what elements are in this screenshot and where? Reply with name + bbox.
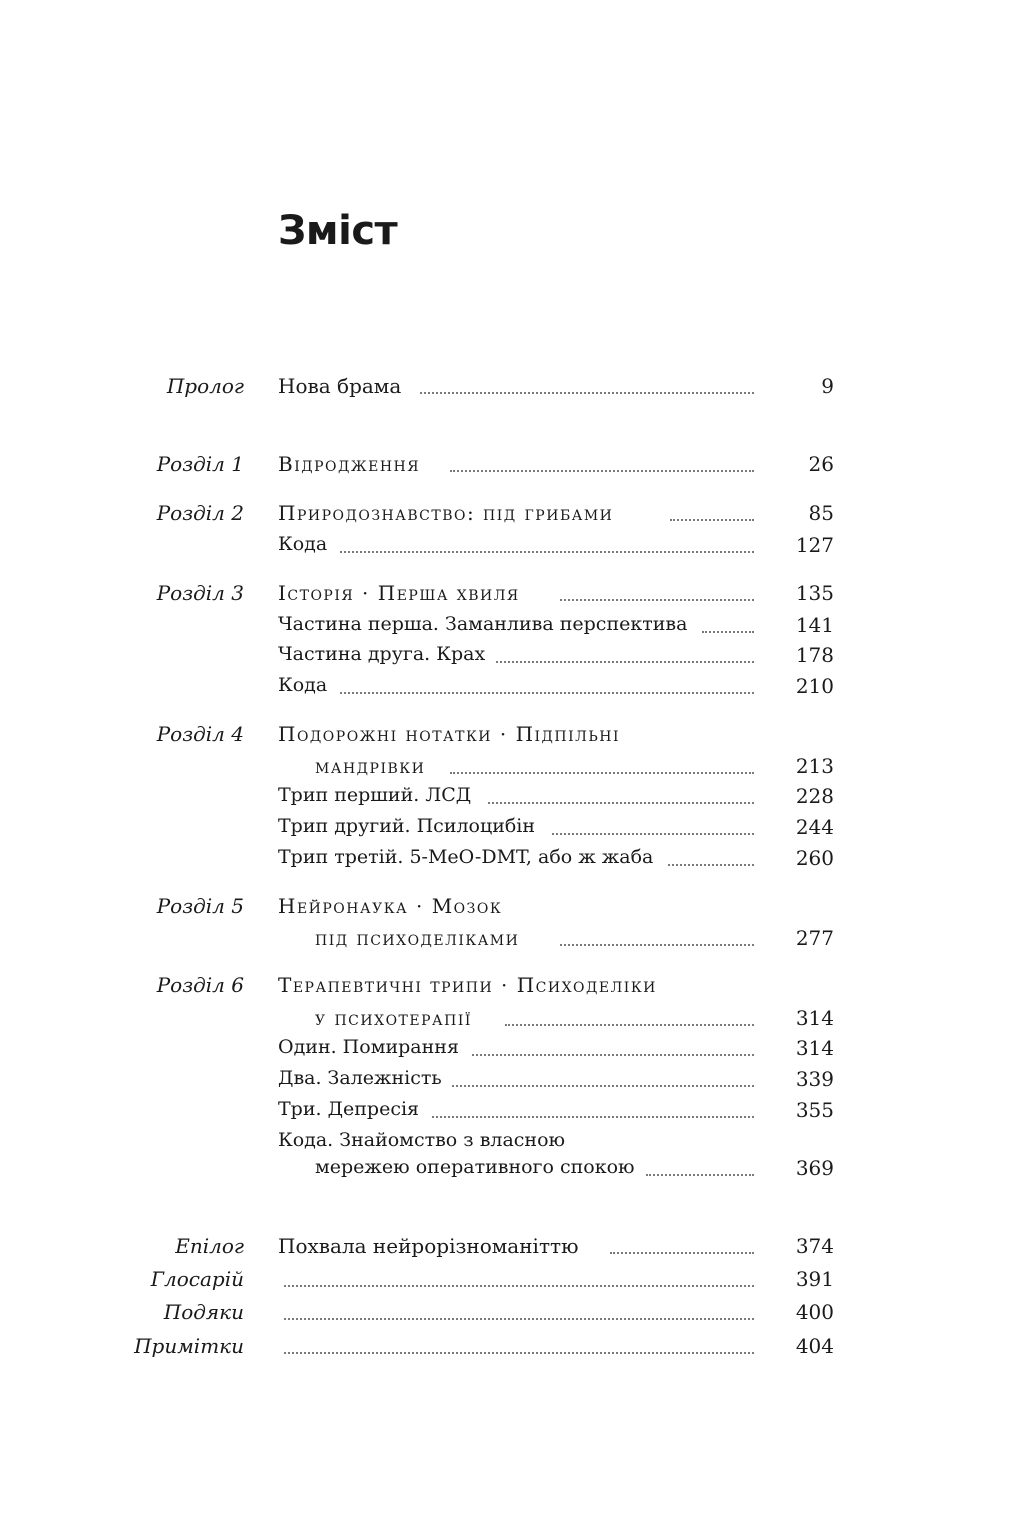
toc-entry[interactable]	[0, 374, 1024, 408]
toc-entry[interactable]	[0, 1234, 1024, 1268]
page-title: Зміст	[278, 208, 398, 254]
entry-title: Частина друга. Крах	[278, 643, 493, 665]
entry-title: Природознавство: під грибами	[278, 501, 621, 525]
entry-title: Три. Депресія	[278, 1098, 427, 1120]
toc-entry[interactable]	[0, 1067, 1024, 1101]
entry-title: у психотерапії	[315, 1006, 480, 1030]
toc-entry[interactable]	[0, 815, 1024, 849]
toc-entry[interactable]	[0, 926, 1024, 960]
dot-leader	[450, 470, 754, 472]
entry-page: 277	[795, 926, 834, 950]
entry-label: Розділ 1	[156, 452, 244, 476]
entry-page: 210	[795, 674, 834, 698]
toc-entry[interactable]	[0, 1036, 1024, 1070]
entry-label: Епілог	[175, 1234, 244, 1258]
dot-leader	[284, 1285, 754, 1287]
dot-leader	[496, 661, 754, 663]
toc-entry[interactable]	[0, 581, 1024, 615]
entry-page: 404	[795, 1334, 834, 1358]
entry-title: Відродження	[278, 452, 428, 476]
entry-title: Трип третій. 5-MeO-DMT, або ж жаба	[278, 846, 661, 868]
entry-label: Розділ 3	[156, 581, 244, 605]
dot-leader	[668, 864, 754, 866]
toc-entry[interactable]	[0, 533, 1024, 567]
entry-page: 178	[795, 643, 834, 667]
entry-page: 391	[795, 1267, 834, 1291]
toc-entry[interactable]	[0, 784, 1024, 818]
entry-page: 260	[795, 846, 834, 870]
entry-title: під психоделіками	[315, 926, 527, 950]
dot-leader	[670, 519, 754, 521]
toc-entry[interactable]	[0, 452, 1024, 486]
entry-page: 127	[795, 533, 834, 557]
dot-leader	[340, 551, 754, 553]
entry-label: Розділ 6	[156, 973, 244, 997]
entry-page: 374	[795, 1234, 834, 1258]
entry-page: 135	[795, 581, 834, 605]
entry-title: Трип перший. ЛСД	[278, 784, 479, 806]
toc-entry[interactable]	[0, 894, 1024, 928]
entry-page: 26	[808, 452, 834, 476]
entry-label: Подяки	[163, 1300, 244, 1324]
entry-page: 213	[795, 754, 834, 778]
dot-leader	[560, 944, 754, 946]
toc-entry[interactable]	[0, 674, 1024, 708]
entry-page: 85	[808, 501, 834, 525]
toc-entry[interactable]	[0, 643, 1024, 677]
entry-page: 141	[795, 613, 834, 637]
toc-entry[interactable]	[0, 722, 1024, 756]
dot-leader	[488, 802, 754, 804]
dot-leader	[505, 1024, 754, 1026]
dot-leader	[284, 1352, 754, 1354]
entry-title: мережею оперативного спокою	[315, 1156, 643, 1178]
entry-page: 314	[795, 1006, 834, 1030]
toc-entry[interactable]	[0, 1098, 1024, 1132]
dot-leader	[450, 772, 754, 774]
toc-entry[interactable]	[0, 754, 1024, 788]
dot-leader	[432, 1116, 754, 1118]
entry-title: мандрівки	[315, 754, 433, 778]
entry-title: Терапевтичні трипи · Психоделіки	[278, 973, 657, 997]
entry-page: 9	[821, 374, 834, 398]
entry-title: Подорожні нотатки · Підпільні	[278, 722, 621, 746]
dot-leader	[340, 692, 754, 694]
entry-title: Трип другий. Псилоцибін	[278, 815, 543, 837]
dot-leader	[420, 392, 754, 394]
dot-leader	[472, 1054, 754, 1056]
toc-entry[interactable]	[0, 1267, 1024, 1301]
dot-leader	[610, 1252, 754, 1254]
toc-entry[interactable]	[0, 501, 1024, 535]
entry-label: Глосарій	[150, 1267, 244, 1291]
entry-page: 228	[795, 784, 834, 808]
entry-title: Історія · Перша хвиля	[278, 581, 528, 605]
entry-title: Два. Залежність	[278, 1067, 450, 1089]
toc-entry[interactable]	[0, 1156, 1024, 1190]
entry-label: Розділ 2	[156, 501, 244, 525]
entry-label: Розділ 5	[156, 894, 244, 918]
entry-title: Кода	[278, 674, 335, 696]
toc-entry[interactable]	[0, 973, 1024, 1007]
entry-label: Розділ 4	[156, 722, 244, 746]
dot-leader	[646, 1174, 754, 1176]
entry-title: Нова брама	[278, 374, 409, 398]
dot-leader	[552, 833, 754, 835]
entry-title: Кода	[278, 533, 335, 555]
entry-title: Частина перша. Заманлива перспектива	[278, 613, 695, 635]
toc-entry[interactable]	[0, 846, 1024, 880]
entry-page: 339	[795, 1067, 834, 1091]
entry-page: 244	[795, 815, 834, 839]
toc-entry[interactable]	[0, 613, 1024, 647]
entry-label: Пролог	[166, 374, 244, 398]
dot-leader	[702, 631, 754, 633]
toc-entry[interactable]	[0, 1006, 1024, 1040]
toc-entry[interactable]	[0, 1334, 1024, 1368]
dot-leader	[560, 599, 754, 601]
entry-page: 369	[795, 1156, 834, 1180]
dot-leader	[452, 1085, 754, 1087]
entry-page: 314	[795, 1036, 834, 1060]
entry-title: Нейронаука · Мозок	[278, 894, 503, 918]
dot-leader	[284, 1318, 754, 1320]
entry-title: Один. Помирання	[278, 1036, 467, 1058]
entry-label: Примітки	[134, 1334, 244, 1358]
entry-title: Похвала нейрорізноманіттю	[278, 1234, 587, 1258]
entry-title: Кода. Знайомство з власною	[278, 1129, 566, 1151]
toc-entry[interactable]	[0, 1300, 1024, 1334]
entry-page: 355	[795, 1098, 834, 1122]
entry-page: 400	[795, 1300, 834, 1324]
